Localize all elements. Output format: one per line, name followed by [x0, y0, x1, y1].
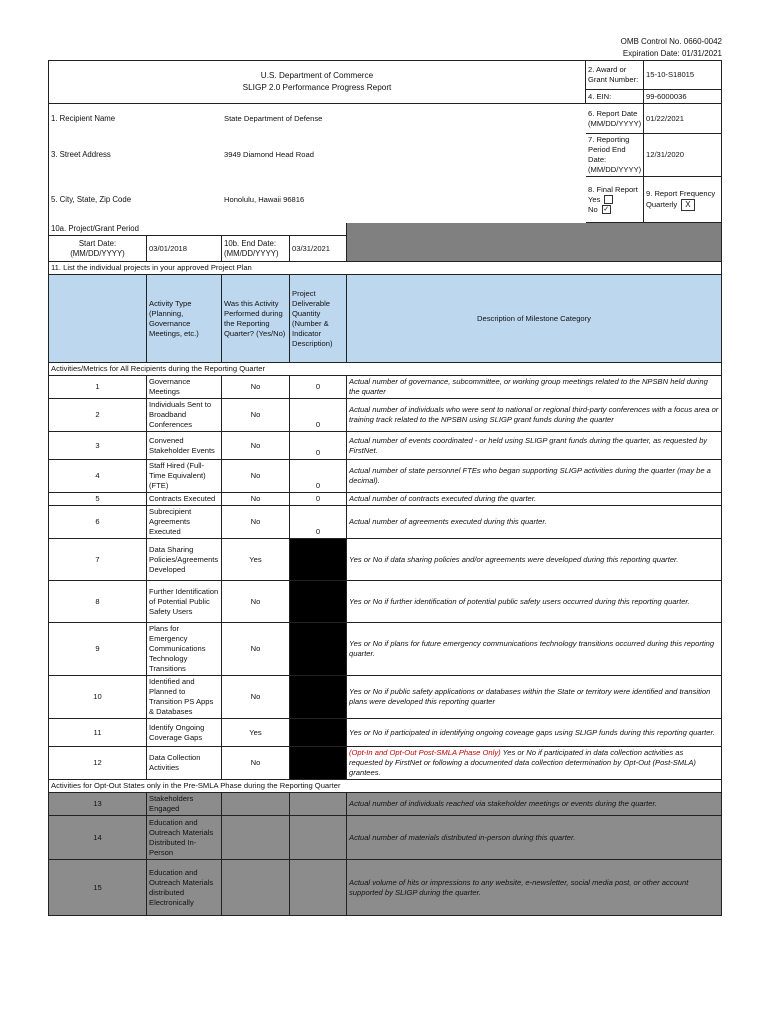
city-state-zip-value[interactable]: Honolulu, Hawaii 96816 — [224, 194, 305, 204]
row-activity: Contracts Executed — [147, 493, 222, 506]
row-description: Yes or No if public safety applications or databases within the State or territory were identified and transition plans were developed this reporting quarter — [347, 676, 722, 719]
recipient-name-value[interactable]: State Department of Defense — [224, 113, 323, 123]
row-number: 8 — [49, 581, 147, 623]
table-row — [49, 676, 722, 719]
row-description — [347, 747, 722, 780]
row-performed[interactable]: No — [222, 676, 290, 719]
row-activity: Identified and Planned to Transition PS Apps & Databases — [147, 676, 222, 719]
opt-in-out-note: (Opt-In and Opt-Out Post-SMLA Phase Only) — [349, 748, 501, 757]
table-row — [49, 816, 722, 860]
row-number: 4 — [49, 460, 147, 493]
end-date-label: 10b. End Date: (MM/DD/YYYY) — [222, 236, 290, 262]
row-activity: Individuals Sent to Broadband Conferences — [147, 399, 222, 432]
row-performed[interactable]: No — [222, 460, 290, 493]
row-quantity-blocked — [290, 747, 347, 780]
row-activity: Education and Outreach Materials Distributed In-Person — [147, 816, 222, 860]
award-number-value[interactable]: 15-10-S18015 — [644, 61, 722, 90]
expiration-date: Expiration Date: 01/31/2021 — [622, 49, 722, 58]
ein-label: 4. EIN: — [586, 90, 644, 104]
department-title: U.S. Department of Commerce — [260, 71, 374, 80]
report-frequency-label: 9. Report Frequency — [646, 188, 716, 198]
final-report-cell — [586, 177, 644, 223]
shaded-area — [347, 223, 722, 262]
row-activity: Governance Meetings — [147, 376, 222, 399]
report-frequency-cell — [644, 177, 722, 223]
table-row — [49, 493, 722, 506]
row-quantity[interactable]: 0 — [290, 460, 347, 493]
row-description-text: Yes or No if participated in data collection activities as requested by FirstNet or following a documented data collection determination by Opt-Out (Post-SMLA) grantees. — [349, 748, 696, 777]
row-performed-shaded — [222, 860, 290, 916]
table-row — [49, 399, 722, 432]
row-activity: Convened Stakeholder Events — [147, 432, 222, 460]
row-activity: Staff Hired (Full-Time Equivalent)(FTE) — [147, 460, 222, 493]
ein-value[interactable]: 99-6000036 — [644, 90, 722, 104]
row-performed[interactable]: No — [222, 623, 290, 676]
final-no-checkbox[interactable]: ✓ — [603, 206, 610, 213]
section-11-heading: 11. List the individual projects in your approved Project Plan — [49, 262, 722, 275]
report-date-value[interactable]: 01/22/2021 — [644, 104, 722, 134]
row-number: 3 — [49, 432, 147, 460]
row-description: Yes or No if data sharing policies and/or agreements were developed during this reporting quarter. — [347, 539, 722, 581]
header-number — [49, 275, 147, 363]
row-number: 14 — [49, 816, 147, 860]
row-performed[interactable]: No — [222, 581, 290, 623]
period-end-value[interactable]: 12/31/2020 — [644, 134, 722, 177]
row-activity: Subrecipient Agreements Executed — [147, 506, 222, 539]
header-description: Description of Milestone Category — [347, 275, 722, 363]
final-no-label: No — [588, 204, 598, 214]
row-quantity[interactable]: 0 — [290, 399, 347, 432]
header-activity-type: Activity Type (Planning, Governance Meetings, etc.) — [147, 275, 222, 363]
row-performed[interactable]: No — [222, 493, 290, 506]
final-report-label: 8. Final Report — [588, 184, 638, 194]
row-quantity-shaded — [290, 860, 347, 916]
row-activity: Identify Ongoing Coverage Gaps — [147, 719, 222, 747]
row-number: 9 — [49, 623, 147, 676]
row-activity: Education and Outreach Materials distributed Electronically — [147, 860, 222, 916]
form-header — [49, 61, 586, 104]
row-number: 5 — [49, 493, 147, 506]
row-performed-shaded — [222, 793, 290, 816]
omb-control-block — [621, 36, 722, 60]
start-date-label: Start Date: (MM/DD/YYYY) — [49, 236, 147, 262]
table-row — [49, 539, 722, 581]
row-description: Yes or No if further identification of potential public safety users occurred during this reporting quarter. — [347, 581, 722, 623]
row-number: 2 — [49, 399, 147, 432]
row-performed[interactable]: No — [222, 376, 290, 399]
header-quantity: Project Deliverable Quantity (Number & Indicator Description) — [290, 275, 347, 363]
report-date-label: 6. Report Date (MM/DD/YYYY) — [586, 104, 644, 134]
row-quantity-shaded — [290, 793, 347, 816]
row-quantity[interactable]: 0 — [290, 493, 347, 506]
header-performed: Was this Activity Performed during the Reporting Quarter? (Yes/No) — [222, 275, 290, 363]
row-quantity[interactable]: 0 — [290, 376, 347, 399]
row-activity: Further Identification of Potential Public Safety Users — [147, 581, 222, 623]
quarterly-label: Quarterly — [646, 199, 678, 209]
table-row — [49, 719, 722, 747]
row-performed[interactable]: No — [222, 506, 290, 539]
table-row — [49, 623, 722, 676]
award-number-label: 2. Award or Grant Number: — [586, 61, 644, 90]
row-performed[interactable]: No — [222, 432, 290, 460]
row-description: Actual number of governance, subcommittee, or working group meetings related to the NPSBN held during the quarter — [347, 376, 722, 399]
row-description: Yes or No if participated in identifying ongoing coveage gaps using SLIGP funds during this reporting quarter. — [347, 719, 722, 747]
start-date-value[interactable]: 03/01/2018 — [147, 236, 222, 262]
table-row — [49, 376, 722, 399]
row-performed[interactable]: Yes — [222, 719, 290, 747]
row-description: Actual number of materials distributed in-person during this quarter. — [347, 816, 722, 860]
row-description: Actual number of contracts executed during the quarter. — [347, 493, 722, 506]
final-yes-label: Yes — [588, 194, 601, 204]
row-description: Actual number of individuals reached via stakeholder meetings or events during the quarter. — [347, 793, 722, 816]
report-title: SLIGP 2.0 Performance Progress Report — [242, 83, 392, 92]
table-row — [49, 793, 722, 816]
row-number: 15 — [49, 860, 147, 916]
street-address-value[interactable]: 3949 Diamond Head Road — [224, 150, 314, 159]
row-quantity-blocked — [290, 719, 347, 747]
table-row — [49, 747, 722, 780]
row-quantity-shaded — [290, 816, 347, 860]
table-row — [49, 432, 722, 460]
period-end-label: 7. Reporting Period End Date: (MM/DD/YYYY) — [586, 134, 644, 177]
row-description: Actual number of individuals who were sent to national or regional third-party conferences with a focus area or training track related to the NPSBN using SLIGP grant funds during the quarter — [347, 399, 722, 432]
row-number: 1 — [49, 376, 147, 399]
end-date-value[interactable]: 03/31/2021 — [290, 236, 347, 262]
row-number: 13 — [49, 793, 147, 816]
section-all-recipients: Activities/Metrics for All Recipients during the Reporting Quarter — [49, 363, 722, 376]
row-number: 7 — [49, 539, 147, 581]
final-yes-checkbox[interactable] — [604, 195, 613, 204]
row-quantity-blocked — [290, 581, 347, 623]
quarterly-checkbox[interactable]: X — [681, 199, 694, 211]
row-description: Actual volume of hits or impressions to any website, e-newsletter, social media post, or other account supported by SLIGP during the quarter. — [347, 860, 722, 916]
row-activity: Data Collection Activities — [147, 747, 222, 780]
row-activity: Stakeholders Engaged — [147, 793, 222, 816]
row-number: 11 — [49, 719, 147, 747]
row-performed-shaded — [222, 816, 290, 860]
omb-control-number: OMB Control No. 0660-0042 — [620, 37, 722, 46]
section-opt-out: Activities for Opt-Out States only in the Pre-SMLA Phase during the Reporting Quarter — [49, 780, 722, 793]
project-period-label: 10a. Project/Grant Period — [49, 223, 347, 236]
row-activity: Data Sharing Policies/Agreements Developed — [147, 539, 222, 581]
street-address-label: 3. Street Address — [49, 134, 222, 177]
row-description: Yes or No if plans for future emergency communications technology transitions occurred during this reporting quarter. — [347, 623, 722, 676]
row-description: Actual number of agreements executed during this quarter. — [347, 506, 722, 539]
row-performed[interactable]: No — [222, 747, 290, 780]
table-row — [49, 460, 722, 493]
row-performed[interactable]: No — [222, 399, 290, 432]
row-quantity[interactable]: 0 — [290, 432, 347, 460]
table-row — [49, 860, 722, 916]
row-number: 10 — [49, 676, 147, 719]
row-performed[interactable]: Yes — [222, 539, 290, 581]
row-quantity-blocked — [290, 676, 347, 719]
table-row — [49, 581, 722, 623]
recipient-name-label: 1. Recipient Name — [49, 104, 222, 134]
performance-report-form — [48, 60, 722, 916]
row-quantity-blocked — [290, 623, 347, 676]
row-number: 12 — [49, 747, 147, 780]
row-activity: Plans for Emergency Communications Technology Transitions — [147, 623, 222, 676]
row-quantity-blocked — [290, 539, 347, 581]
row-description: Actual number of state personnel FTEs who began supporting SLIGP activities during the quarter (may be a decimal). — [347, 460, 722, 493]
table-row — [49, 506, 722, 539]
row-quantity[interactable]: 0 — [290, 506, 347, 539]
city-state-zip-label: 5. City, State, Zip Code — [49, 177, 222, 223]
row-number: 6 — [49, 506, 147, 539]
row-description: Actual number of events coordinated - or held using SLIGP grant funds during the quarter, as requested by FirstNet. — [347, 432, 722, 460]
